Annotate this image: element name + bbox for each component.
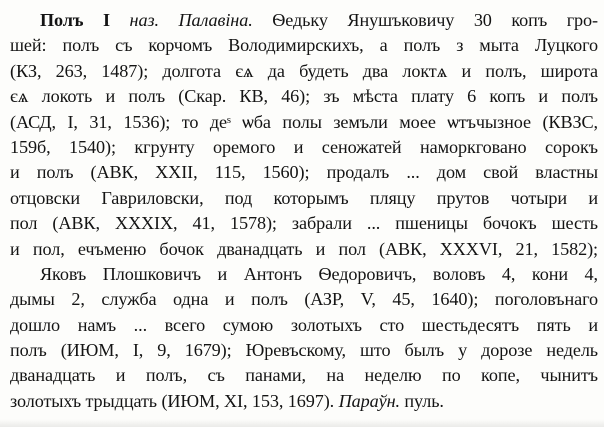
dictionary-entry (10, 8, 598, 414)
grammatical-label: наз. Палавіна. (129, 10, 253, 30)
cross-reference-word: пуль. (404, 390, 444, 411)
entry-text-line: отцовски Гавриловски, под которымъ пляцу прутов чотыри и (10, 187, 598, 208)
entry-text-line: золотыхъ трыдцать (ИЮМ, XI, 153, 1697). (10, 390, 335, 411)
entry-text-line: (КЗ, 263, 1487); долгота єѧ да будеть два локтѧ и полъ, широта (10, 60, 598, 81)
entry-text-line: пол (АВК, XXXIX, 41, 1578); забрали ... пшеницы бочокъ шесть (10, 213, 598, 234)
entry-last-line (10, 389, 598, 414)
entry-text-line: (АСД, I, 31, 1536); то деˢ ѡба полы земъли моее ѡтъчызное (КВЗС, (10, 111, 598, 132)
entry-text-line: и полъ (АВК, XXII, 115, 1560); продалъ ... дом свой властны (10, 162, 598, 183)
entry-first-line (10, 8, 598, 33)
entry-text-line: Яковъ Плошковичъ и Антонъ Ѳедоровичъ, воловъ 4, кони 4, (40, 263, 598, 284)
entry-text-line: Ѳедьку Янушъковичу 30 копъ гро- (272, 10, 598, 30)
entry-text-line: 159б, 1540); кгрунту оремого и сеножатей наморкговано сорокъ (10, 136, 598, 157)
entry-text-line: дымы 2, служба одна и полъ (АЗР, V, 45, 1640); поголовънаго (10, 289, 598, 310)
entry-text-line: дошло намъ ... всего сумою золотыхъ сто шестьдесятъ пять и (10, 314, 598, 335)
cross-reference-label: Параўн. (338, 390, 400, 411)
page-bottom-edge (0, 419, 604, 427)
headword: Полъ I (40, 10, 110, 30)
entry-text-line: и пол, ечъменю бочок дванадцать и пол (АВК, XXXVI, 21, 1582); (10, 238, 598, 259)
entry-text-line: дванадцать и полъ, съ панами, на неделю по копе, чынитъ (10, 365, 598, 386)
entry-text-line: єѧ локоть и полъ (Скар. КВ, 46); зъ мѣста плату 6 копъ и полъ (10, 86, 598, 107)
entry-text-line: шей: полъ съ корчомъ Володимирскихъ, а полъ з мыта Луцкого (10, 35, 598, 56)
entry-text-line: полъ (ИЮМ, I, 9, 1679); Юревъскому, што былъ у дорозе недель (10, 340, 598, 361)
